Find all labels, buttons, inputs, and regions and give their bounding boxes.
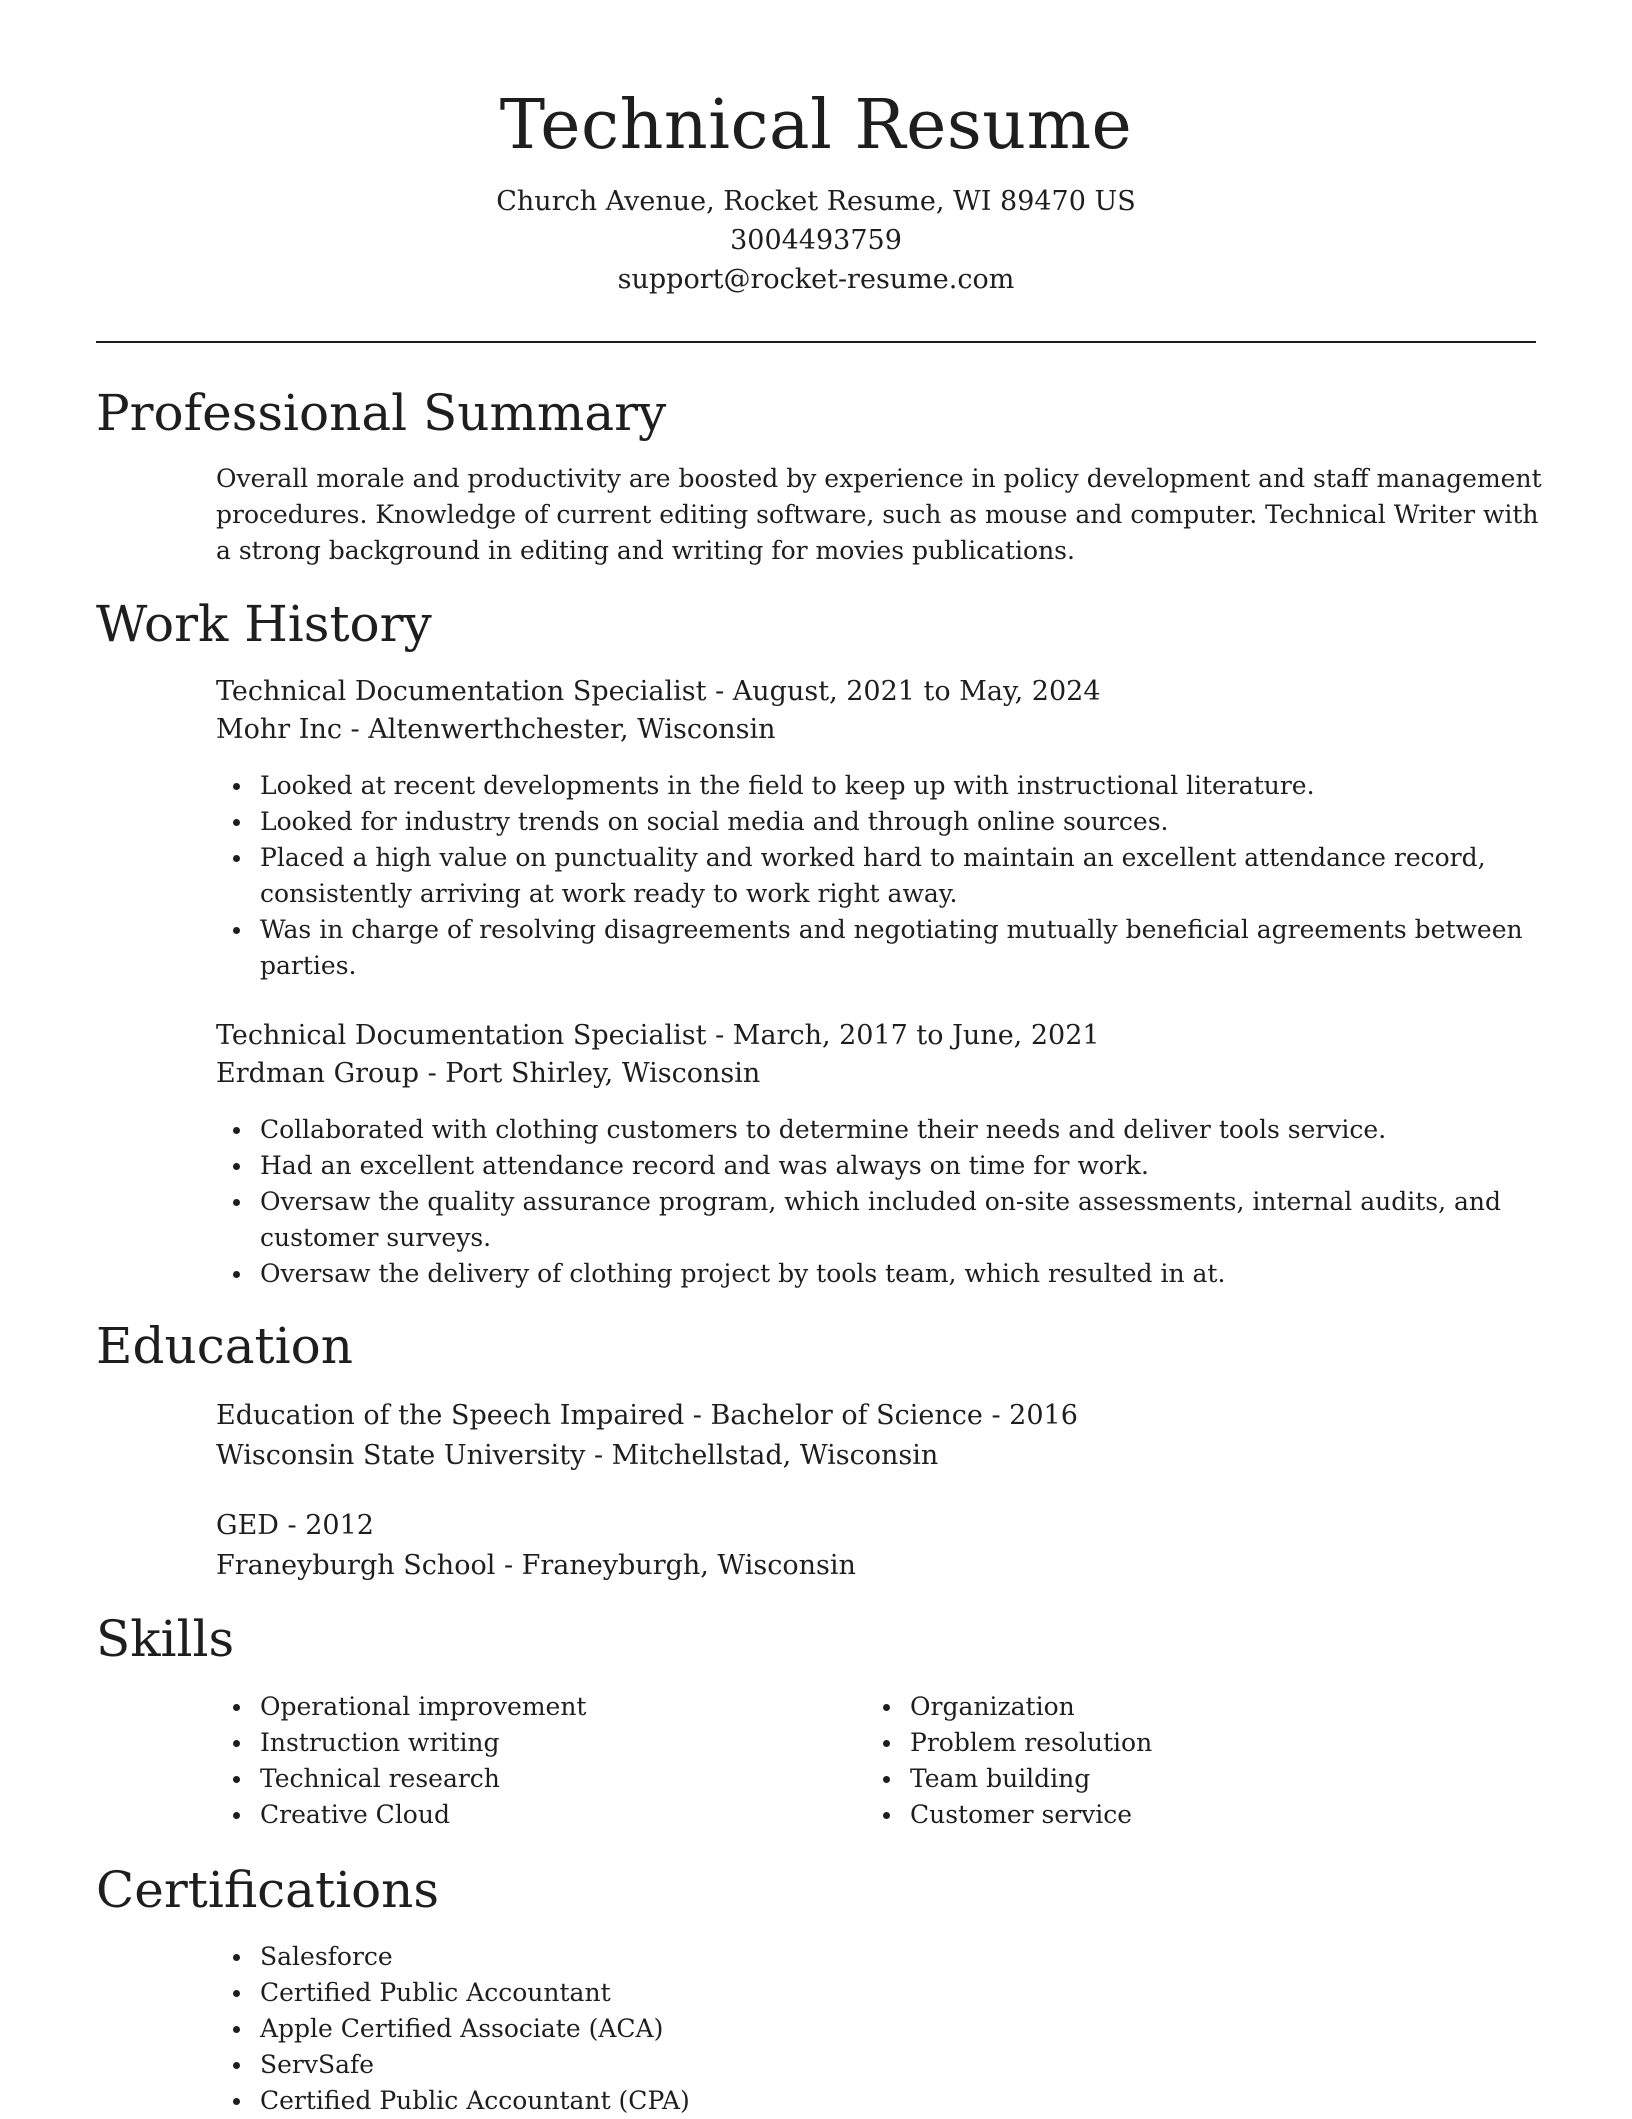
job-bullets xyxy=(216,768,1590,984)
education-degree-line: GED - 2012 xyxy=(216,1510,374,1541)
contact-email: support@rocket-resume.com xyxy=(617,264,1015,295)
job-company-line: Mohr Inc - Altenwerthchester, Wisconsin xyxy=(216,714,776,745)
list-item: Instruction writing xyxy=(260,1725,860,1761)
education-school-line: Wisconsin State University - Mitchellstad, Wisconsin xyxy=(216,1440,939,1471)
list-item: Team building xyxy=(910,1761,1510,1797)
education-school: Franeyburgh School xyxy=(216,1550,496,1581)
list-item: Certified Public Accountant xyxy=(260,1975,1590,2011)
contact-phone: 3004493759 xyxy=(730,225,902,256)
certifications-list xyxy=(216,1939,1590,2119)
list-item: Operational improvement xyxy=(260,1689,860,1725)
resume-header xyxy=(96,82,1536,299)
skills-list-right xyxy=(866,1689,1510,1833)
list-item: Organization xyxy=(910,1689,1510,1725)
list-item: Placed a high value on punctuality and worked hard to maintain an excellent attendance record, consistently arriving at work ready to work right away. xyxy=(260,840,1590,912)
job-role: Technical Documentation Specialist xyxy=(216,1020,707,1051)
list-item: Oversaw the delivery of clothing project by tools team, which resulted in at. xyxy=(260,1256,1590,1292)
summary-text: Overall morale and productivity are boosted by experience in policy development and staff management procedures. Knowledge of current editing software, such as mouse and computer. Technical Writer with a strong background in editing and writing for movies publications. xyxy=(216,464,1542,565)
education-location: Franeyburgh, Wisconsin xyxy=(521,1550,856,1581)
section-title-summary: Professional Summary xyxy=(96,384,667,442)
job-role: Technical Documentation Specialist xyxy=(216,676,707,707)
list-item: Problem resolution xyxy=(910,1725,1510,1761)
job-bullets xyxy=(216,1112,1590,1292)
job-company-line: Erdman Group - Port Shirley, Wisconsin xyxy=(216,1058,761,1089)
education-degree-line: Education of the Speech Impaired - Bachelor of Science - 2016 xyxy=(216,1400,1078,1431)
list-item: Looked for industry trends on social media and through online sources. xyxy=(260,804,1590,840)
job-company: Erdman Group xyxy=(216,1058,419,1089)
contact-block xyxy=(96,182,1536,299)
section-title-skills: Skills xyxy=(96,1610,235,1668)
list-item: Had an excellent attendance record and was always on time for work. xyxy=(260,1148,1590,1184)
list-item: Oversaw the quality assurance program, which included on-site assessments, internal audits, and customer surveys. xyxy=(260,1184,1590,1256)
list-item: Creative Cloud xyxy=(260,1797,860,1833)
list-item: Technical research xyxy=(260,1761,860,1797)
list-item: Salesforce xyxy=(260,1939,1590,1975)
job-location: Altenwerthchester, Wisconsin xyxy=(368,714,776,745)
list-item: Was in charge of resolving disagreements and negotiating mutually beneficial agreements between parties. xyxy=(260,912,1590,984)
education-school-line: Franeyburgh School - Franeyburgh, Wisconsin xyxy=(216,1550,856,1581)
contact-address: Church Avenue, Rocket Resume, WI 89470 US xyxy=(496,186,1136,217)
header-divider xyxy=(96,341,1536,343)
job-title-line: Technical Documentation Specialist - March, 2017 to June, 2021 xyxy=(216,1020,1100,1051)
section-title-education: Education xyxy=(96,1317,353,1375)
job-location: Port Shirley, Wisconsin xyxy=(445,1058,761,1089)
list-item: ServSafe xyxy=(260,2047,1590,2083)
list-item: Customer service xyxy=(910,1797,1510,1833)
section-title-certifications: Certifications xyxy=(96,1861,440,1919)
list-item: Looked at recent developments in the field to keep up with instructional literature. xyxy=(260,768,1590,804)
job-dates: August, 2021 to May, 2024 xyxy=(732,676,1101,707)
job-dates: March, 2017 to June, 2021 xyxy=(732,1020,1100,1051)
resume-name: Technical Resume xyxy=(499,86,1133,165)
skills-list-left xyxy=(216,1689,860,1833)
list-item: Collaborated with clothing customers to determine their needs and deliver tools service. xyxy=(260,1112,1590,1148)
job-company: Mohr Inc xyxy=(216,714,342,745)
list-item: Certified Public Accountant (CPA) xyxy=(260,2083,1590,2119)
education-school: Wisconsin State University xyxy=(216,1440,586,1471)
job-title-line: Technical Documentation Specialist - August, 2021 to May, 2024 xyxy=(216,676,1101,707)
list-item: Apple Certified Associate (ACA) xyxy=(260,2011,1590,2047)
education-location: Mitchellstad, Wisconsin xyxy=(611,1440,939,1471)
section-title-work-history: Work History xyxy=(96,595,432,653)
